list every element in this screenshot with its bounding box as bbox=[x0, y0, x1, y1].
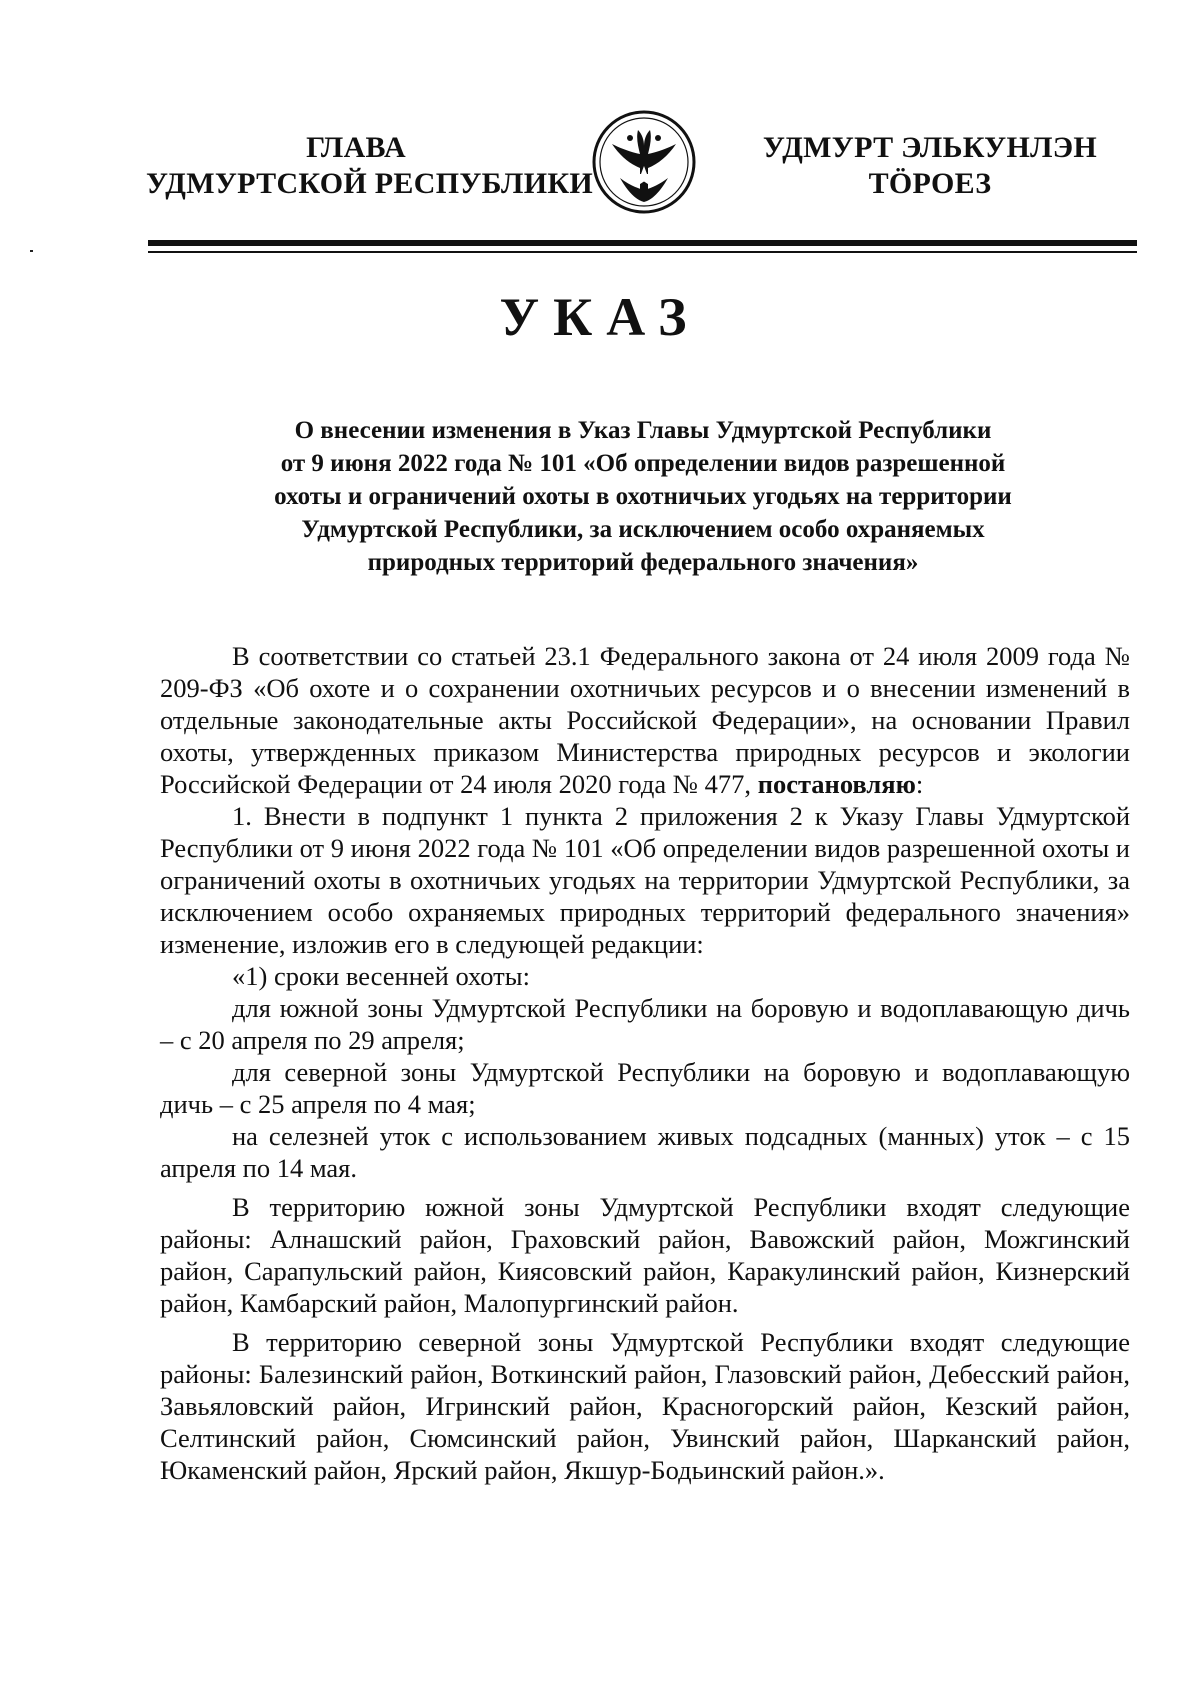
subject-line: от 9 июня 2022 года № 101 «Об определении видов разрешенной bbox=[280, 450, 1006, 477]
document-body bbox=[160, 640, 1130, 1486]
document-subject bbox=[150, 414, 1136, 579]
scan-speck bbox=[30, 250, 33, 252]
subject-line: О внесении изменения в Указ Главы Удмуртской Республики bbox=[294, 417, 992, 444]
subject-line: природных территорий федерального значения» bbox=[367, 549, 919, 576]
north-districts-paragraph: В территорию северной зоны Удмуртской Республики входят следующие районы: Балезинский район, Воткинский район, Глазовский район, Дебесский район, Завьяловский район, Игринский район, Красногорский район, Кезский район, Селтинский район, Сюмсинский район, Увинский район, Шарканский район, Юкаменский район, Ярский район, Якшур-Бодьинский район.». bbox=[160, 1327, 1130, 1485]
item-1-paragraph: 1. Внести в подпункт 1 пункта 2 приложения 2 к Указу Главы Удмуртской Республики от 9 июня 2022 года № 101 «Об определении видов разрешенной охоты и ограничений охоты в охотничьих угодьях на территории Удмуртской Республики, за исключением особо охраняемых природных территорий федерального значения» изменение, изложив его в следующей редакции: bbox=[160, 801, 1130, 959]
south-zone-paragraph: для южной зоны Удмуртской Республики на боровую и водоплавающую дичь – с 20 апреля по 29 апреля; bbox=[160, 993, 1130, 1055]
header-rule-thin bbox=[148, 251, 1137, 253]
decree-colon: : bbox=[915, 769, 924, 799]
drakes-paragraph: на селезней уток с использованием живых подсадных (манных) уток – с 15 апреля по 14 мая. bbox=[160, 1121, 1130, 1183]
document-title: УКАЗ bbox=[499, 287, 701, 347]
header-right-line1: УДМУРТ ЭЛЬКУНЛЭН bbox=[762, 131, 1098, 164]
header-right-block bbox=[760, 130, 1100, 202]
preamble-text: В соответствии со статьей 23.1 Федерального закона от 24 июля 2009 года № 209-ФЗ «Об охоте и о сохранении охотничьих ресурсов и о внесении изменений в отдельные законодательные акты Российской Федерации», на основании Правил охоты, утвержденных приказом Министерства природных ресурсов и экологии Российской Федерации от 24 июля 2020 года № 477, bbox=[160, 641, 1130, 799]
header-rule-thick bbox=[148, 240, 1137, 246]
header-left-line2: УДМУРТСКОЙ РЕСПУБЛИКИ bbox=[146, 167, 594, 200]
subject-line: охоты и ограничений охоты в охотничьих угодьях на территории bbox=[274, 483, 1012, 510]
north-zone-paragraph: для северной зоны Удмуртской Республики на боровую и водоплавающую дичь – с 25 апреля по 4 мая; bbox=[160, 1057, 1130, 1119]
spring-terms-paragraph: «1) сроки весенней охоты: bbox=[232, 961, 530, 991]
coat-of-arms-icon bbox=[590, 108, 698, 216]
south-districts-paragraph: В территорию южной зоны Удмуртской Республики входят следующие районы: Алнашский район, Граховский район, Вавожский район, Можгинский район, Сарапульский район, Киясовский район, Каракулинский район, Кизнерский район, Камбарский район, Малопургинский район. bbox=[160, 1192, 1130, 1318]
subject-line: Удмуртской Республики, за исключением особо охраняемых bbox=[301, 516, 985, 543]
decree-word: постановляю bbox=[757, 769, 916, 799]
header-left-block bbox=[146, 130, 594, 202]
preamble-paragraph bbox=[160, 640, 1130, 800]
header-left-line1: ГЛАВА bbox=[306, 131, 406, 164]
header-right-line2: ТӦРОЕЗ bbox=[868, 167, 992, 200]
